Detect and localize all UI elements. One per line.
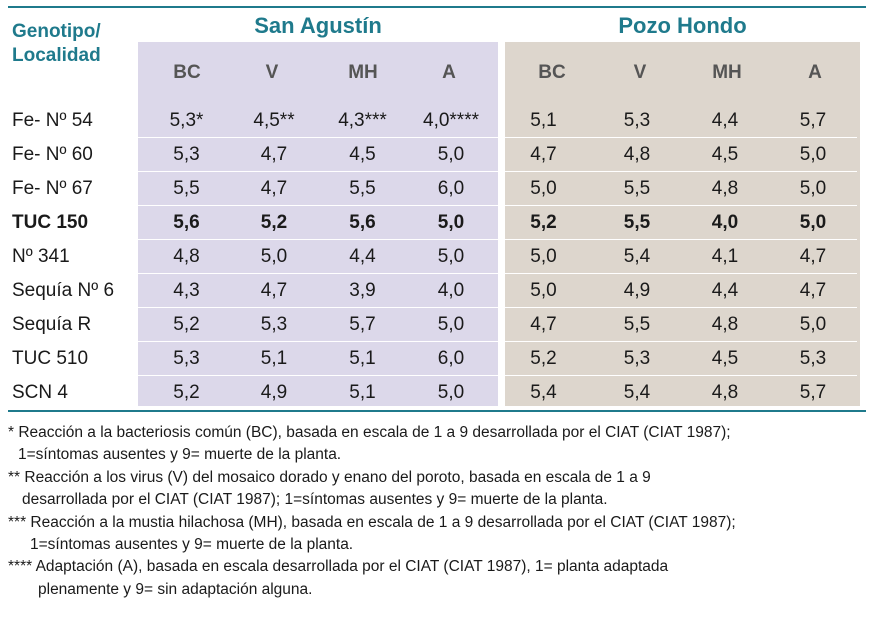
top-rule: [8, 6, 866, 8]
value-cell: 4,5**: [231, 104, 317, 138]
table-row: [8, 240, 857, 274]
value-cell: 5,0: [494, 240, 593, 274]
value-cell: 4,7: [494, 308, 593, 342]
value-cell: 4,8: [681, 172, 769, 206]
value-cell: 5,4: [494, 376, 593, 410]
column-header: A: [808, 62, 822, 83]
column-header: A: [442, 62, 456, 83]
value-cell: 4,8: [681, 376, 769, 410]
footnote-line: * Reacción a la bacteriosis común (BC), basada en escala de 1 a 9 desarrollada por el CIAT (CIAT 1987);: [8, 424, 731, 441]
value-cell: 5,5: [142, 172, 231, 206]
value-cell: 5,3: [593, 104, 681, 138]
value-cell: 5,2: [494, 206, 593, 240]
value-cell: 5,0: [408, 138, 494, 172]
value-cell: 5,0: [769, 138, 857, 172]
value-cell: 4,4: [317, 240, 408, 274]
value-cell: 5,2: [231, 206, 317, 240]
value-cell: 5,0: [408, 376, 494, 410]
column-header: BC: [173, 62, 201, 83]
value-cell: 5,3*: [142, 104, 231, 138]
genotype-cell: Nº 341: [8, 240, 142, 274]
table-row: [8, 274, 857, 308]
value-cell: 5,2: [142, 376, 231, 410]
value-cell: 5,3: [593, 342, 681, 376]
footnote: [8, 512, 870, 557]
value-cell: 5,3: [142, 342, 231, 376]
footnote: [8, 556, 870, 601]
value-cell: 4,5: [681, 138, 769, 172]
value-cell: 4,7: [494, 138, 593, 172]
value-cell: 4,5: [681, 342, 769, 376]
column-header: BC: [538, 62, 566, 83]
bottom-rule: [8, 410, 866, 412]
value-cell: 5,0: [769, 308, 857, 342]
table-row: [8, 342, 857, 376]
genotype-cell: SCN 4: [8, 376, 142, 410]
column-header: V: [633, 62, 647, 83]
value-cell: 5,0: [494, 172, 593, 206]
value-cell: 5,5: [317, 172, 408, 206]
genotype-cell: Fe- Nº 54: [8, 104, 142, 138]
value-cell: 5,1: [494, 104, 593, 138]
value-cell: 5,0: [769, 206, 857, 240]
value-cell: 5,0: [408, 206, 494, 240]
value-cell: 4,7: [231, 172, 317, 206]
genotype-cell: Fe- Nº 60: [8, 138, 142, 172]
footnote-line: *** Reacción a la mustia hilachosa (MH), basada en escala de 1 a 9 desarrollada por el CIAT (CIAT 1987);: [8, 513, 736, 531]
footnote-line: 1=síntomas ausentes y 9= muerte de la planta.: [18, 446, 342, 464]
value-cell: 5,3: [769, 342, 857, 376]
value-cell: 5,3: [231, 308, 317, 342]
value-cell: 5,2: [142, 308, 231, 342]
corner-header-line2: Localidad: [12, 45, 101, 66]
value-cell: 5,0: [408, 308, 494, 342]
table-row: [8, 206, 857, 240]
value-cell: 5,1: [317, 342, 408, 376]
value-cell: 5,0: [231, 240, 317, 274]
value-cell: 5,6: [317, 206, 408, 240]
column-header: MH: [712, 62, 742, 83]
table-row: [8, 138, 857, 172]
value-cell: 4,9: [231, 376, 317, 410]
value-cell: 5,1: [317, 376, 408, 410]
table-row: [8, 172, 857, 206]
value-cell: 4,0****: [408, 104, 494, 138]
value-cell: 4,7: [769, 274, 857, 308]
value-cell: 5,4: [593, 240, 681, 274]
genotype-cell: TUC 150: [8, 206, 142, 240]
value-cell: 5,5: [593, 308, 681, 342]
value-cell: 5,4: [593, 376, 681, 410]
footnote-line: **** Adaptación (A), basada en escala desarrollada por el CIAT (CIAT 1987), 1= planta adaptada: [8, 558, 669, 576]
value-cell: 5,6: [142, 206, 231, 240]
table-row: [8, 104, 857, 138]
value-cell: 5,1: [231, 342, 317, 376]
value-cell: 4,5: [317, 138, 408, 172]
genotype-cell: Sequía R: [8, 308, 142, 342]
value-cell: 4,4: [681, 104, 769, 138]
value-cell: 5,5: [593, 206, 681, 240]
value-cell: 4,8: [681, 308, 769, 342]
value-cell: 4,8: [593, 138, 681, 172]
value-cell: 4,0: [408, 274, 494, 308]
footnotes: [8, 422, 870, 601]
data-table: [8, 104, 857, 410]
value-cell: 4,1: [681, 240, 769, 274]
value-cell: 4,0: [681, 206, 769, 240]
column-header: V: [265, 62, 279, 83]
genotype-cell: TUC 510: [8, 342, 142, 376]
genotype-cell: Sequía Nº 6: [8, 274, 142, 308]
value-cell: 5,0: [408, 240, 494, 274]
value-cell: 4,3: [142, 274, 231, 308]
value-cell: 5,7: [317, 308, 408, 342]
footnote: [8, 467, 870, 512]
footnote-line: 1=síntomas ausentes y 9= muerte de la planta.: [30, 536, 354, 554]
table-row: [8, 308, 857, 342]
value-cell: 5,7: [769, 376, 857, 410]
value-cell: 4,3***: [317, 104, 408, 138]
value-cell: 5,5: [593, 172, 681, 206]
value-cell: 4,9: [593, 274, 681, 308]
value-cell: 5,0: [769, 172, 857, 206]
value-cell: 6,0: [408, 342, 494, 376]
genotype-cell: Fe- Nº 67: [8, 172, 142, 206]
footnote-line: plenamente y 9= sin adaptación alguna.: [38, 580, 313, 598]
value-cell: 5,0: [494, 274, 593, 308]
value-cell: 4,4: [681, 274, 769, 308]
location-san-agustin: San Agustín: [254, 13, 382, 38]
value-cell: 4,7: [769, 240, 857, 274]
value-cell: 3,9: [317, 274, 408, 308]
corner-header: [12, 20, 101, 68]
footnote-line: desarrollada por el CIAT (CIAT 1987); 1=síntomas ausentes y 9= muerte de la planta.: [22, 491, 608, 509]
footnote: [8, 422, 870, 467]
value-cell: 5,2: [494, 342, 593, 376]
value-cell: 5,3: [142, 138, 231, 172]
value-cell: 5,7: [769, 104, 857, 138]
column-header: MH: [348, 62, 378, 83]
value-cell: 6,0: [408, 172, 494, 206]
value-cell: 4,7: [231, 274, 317, 308]
value-cell: 4,7: [231, 138, 317, 172]
location-pozo-hondo: Pozo Hondo: [618, 13, 747, 38]
value-cell: 4,8: [142, 240, 231, 274]
footnote-line: ** Reacción a los virus (V) del mosaico dorado y enano del poroto, basada en escala de 1 a 9: [8, 468, 651, 486]
corner-header-line1: Genotipo/: [12, 21, 101, 42]
table-row: [8, 376, 857, 410]
